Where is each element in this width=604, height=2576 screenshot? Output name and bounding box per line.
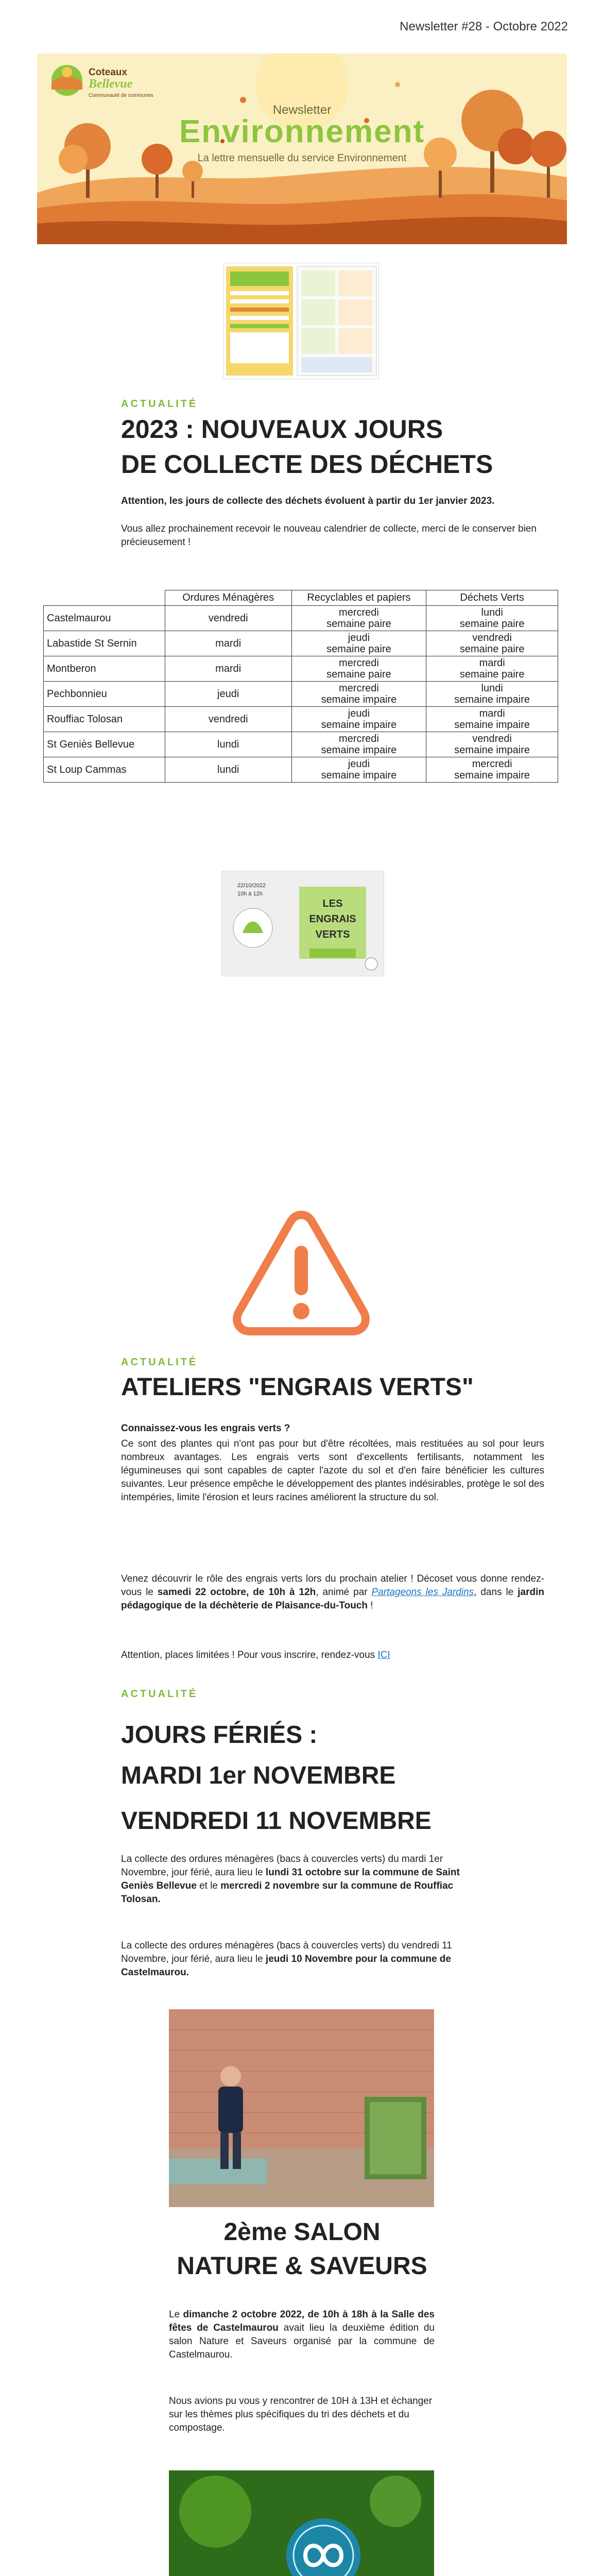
om-cell: mardi (165, 656, 291, 682)
poster-time: 10h à 12h (237, 891, 263, 897)
poster-date: 22/10/2022 (237, 883, 266, 889)
collecte-intro-text: Vous allez prochainement recevoir le nouveau calendrier de collecte, merci de le conserver bien précieusement ! (121, 523, 537, 548)
feries-p1-a: La collecte des ordures ménagères (bacs à couvercles verts) du mardi 1er Novembre, jour férié, aura lieu le (121, 1854, 443, 1878)
feries-title-1: JOURS FÉRIÉS : (121, 1721, 318, 1749)
engrais-p2-f: ! (367, 1600, 373, 1611)
logo-tagline: Communauté de communes (89, 93, 153, 98)
feries-p2-b: jeudi 10 Novembre pour la commune de Castelmaurou. (121, 1954, 451, 1978)
logo-line2: Bellevue (89, 77, 133, 91)
recyclables-day: jeudi (348, 632, 370, 643)
om-cell: vendredi (165, 606, 291, 631)
dechets-verts-day: lundi (481, 683, 503, 694)
om-cell: vendredi (165, 707, 291, 732)
recyclables-cell (291, 757, 426, 783)
partageons-les-jardins-link[interactable]: Partageons les Jardins (371, 1587, 474, 1598)
recyclables-cell (291, 606, 426, 631)
recyclables-week: semaine impaire (321, 694, 397, 705)
engrais-kicker: ACTUALITÉ (121, 1357, 198, 1368)
commune-cell: Rouffiac Tolosan (44, 707, 165, 732)
dechets-verts-cell (426, 631, 558, 656)
salon-p1-b: dimanche 2 octobre 2022, de 10h à 18h à la Salle des fêtes de Castelmaurou (169, 2309, 435, 2333)
collecte-title-1: 2023 : NOUVEAUX JOURS (121, 415, 443, 444)
dechets-verts-cell (426, 707, 558, 732)
engrais-p2-date: samedi 22 octobre, de 10h à 12h (157, 1587, 316, 1598)
poster-title-1: LES (322, 898, 343, 909)
engrais-p2-place: jardin pédagogique de la déchèterie de Plaisance-du-Touch (121, 1587, 544, 1611)
dechets-verts-week: semaine paire (459, 618, 525, 630)
agent-photo (169, 2470, 434, 2576)
commune-cell: St Geniès Bellevue (44, 732, 165, 757)
table-header-row (44, 590, 558, 606)
engrais-paragraph-3 (121, 1649, 544, 1662)
table-header: Déchets Verts (426, 590, 558, 606)
table-row (44, 656, 558, 682)
om-cell: lundi (165, 732, 291, 757)
recyclables-day: mercredi (339, 657, 379, 669)
engrais-p2-d: , dans le (474, 1587, 518, 1598)
feries-paragraph-1 (121, 1853, 481, 1906)
register-link[interactable]: ICI (377, 1650, 390, 1660)
banner-title: Environnement (179, 114, 425, 149)
dechets-verts-cell (426, 732, 558, 757)
engrais-paragraph-1: Ce sont des plantes qui n'ont pas pour but d'être récoltées, mais restituées au sol pour leurs nombreux avantages. Les engrais verts sont d'excellents fertilisants, notamment les légumineuses qui sont capables de capter l'azote du sol et d'en faire bénéficier les cultures suivantes. Leur présence empêche le développement des plantes indésirables, protège le sol des intempéries, limite l'érosion et leurs racines améliorent la structure du sol. (121, 1438, 544, 1503)
table-row (44, 631, 558, 656)
poster-title-2: ENGRAIS (309, 913, 356, 925)
collecte-kicker: ACTUALITÉ (121, 398, 198, 410)
engrais-p3-text: Attention, places limitées ! Pour vous inscrire, rendez-vous (121, 1650, 378, 1660)
commune-cell: Montberon (44, 656, 165, 682)
commune-cell: St Loup Cammas (44, 757, 165, 783)
recyclables-week: semaine paire (326, 618, 391, 630)
salon-paragraph-2: Nous avions pu vous y rencontrer de 10H à 13H et échanger sur les thèmes plus spécifiques du tri des déchets et du compostage. (169, 2396, 433, 2433)
recyclables-day: jeudi (348, 708, 370, 719)
engrais-question: Connaissez-vous les engrais verts ? (121, 1423, 290, 1434)
commune-cell: Labastide St Sernin (44, 631, 165, 656)
banner-eyebrow: Newsletter (272, 103, 332, 117)
newsletter-banner (37, 54, 567, 244)
salon-p1-a: Le (169, 2309, 183, 2320)
logo-line1: Coteaux (89, 67, 127, 78)
collecte-intro-bold: Attention, les jours de collecte des déchets évoluent à partir du 1er janvier 2023. (121, 496, 495, 506)
commune-cell: Castelmaurou (44, 606, 165, 631)
salon-p1-c: avait lieu la deuxième édition du salon Nature et Saveurs organisé par la commune de Castelmaurou. (169, 2323, 435, 2360)
recyclables-week: semaine impaire (321, 770, 397, 781)
dechets-verts-week: semaine impaire (454, 744, 530, 756)
salon-title-1: 2ème SALON (223, 2218, 381, 2246)
dechets-verts-day: lundi (481, 607, 503, 618)
recyclables-week: semaine paire (326, 643, 391, 655)
recyclables-week: semaine paire (326, 669, 391, 680)
recyclables-day: jeudi (348, 758, 370, 770)
om-cell: lundi (165, 757, 291, 783)
recyclables-cell (291, 707, 426, 732)
feries-p1-b: lundi 31 octobre sur la commune de Saint Geniès Bellevue (121, 1867, 460, 1891)
engrais-paragraph-2 (121, 1572, 544, 1613)
dechets-verts-day: mardi (479, 657, 505, 669)
collecte-title-2: DE COLLECTE DES DÉCHETS (121, 450, 493, 479)
table-row (44, 606, 558, 631)
recyclables-day: mercredi (339, 733, 379, 744)
commune-cell: Pechbonnieu (44, 682, 165, 707)
dechets-verts-week: semaine impaire (454, 719, 530, 731)
recyclables-cell (291, 732, 426, 757)
feries-title-3: VENDREDI 11 NOVEMBRE (121, 1807, 432, 1835)
engrais-verts-poster[interactable] (221, 871, 384, 976)
calendar-thumbnail[interactable] (223, 263, 379, 379)
dechets-verts-cell (426, 757, 558, 783)
dechets-verts-cell (426, 656, 558, 682)
om-cell: mardi (165, 631, 291, 656)
dechets-verts-day: vendredi (472, 733, 512, 744)
dechets-verts-day: mercredi (472, 758, 512, 770)
dechets-verts-cell (426, 682, 558, 707)
recyclables-week: semaine impaire (321, 719, 397, 731)
salon-title-2: NATURE & SAVEURS (177, 2252, 427, 2280)
feries-title-2: MARDI 1er NOVEMBRE (121, 1762, 396, 1789)
table-row (44, 757, 558, 783)
warning-icon (232, 1206, 371, 1340)
poster-title (304, 896, 361, 942)
collecte-schedule-table (43, 590, 558, 783)
table-row (44, 732, 558, 757)
engrais-p2-a: Venez découvrir le rôle des engrais verts lors du prochain atelier ! Décoset vous donne rendez-vous le (121, 1573, 544, 1598)
feries-p1-c: et le (196, 1880, 221, 1891)
recyclables-cell (291, 682, 426, 707)
recyclables-week: semaine impaire (321, 744, 397, 756)
salon-photo (169, 2009, 434, 2207)
banner-tagline: La lettre mensuelle du service Environnement (197, 152, 407, 164)
om-cell: jeudi (165, 682, 291, 707)
table-header: Ordures Ménagères (165, 590, 291, 606)
dechets-verts-week: semaine impaire (454, 694, 530, 705)
salon-paragraph-1 (169, 2308, 435, 2362)
issue-label: Newsletter #28 - Octobre 2022 (400, 20, 568, 33)
recyclables-day: mercredi (339, 607, 379, 618)
dechets-verts-day: mardi (479, 708, 505, 719)
dechets-verts-week: semaine paire (459, 669, 525, 680)
recyclables-cell (291, 656, 426, 682)
table-row (44, 707, 558, 732)
engrais-title: ATELIERS "ENGRAIS VERTS" (121, 1374, 474, 1401)
feries-kicker: ACTUALITÉ (121, 1688, 198, 1700)
dechets-verts-week: semaine impaire (454, 770, 530, 781)
feries-p1-d: mercredi 2 novembre sur la commune de Rouffiac Tolosan. (121, 1880, 454, 1905)
dechets-verts-day: vendredi (472, 632, 512, 643)
recyclables-cell (291, 631, 426, 656)
feries-p2-a: La collecte des ordures ménagères (bacs à couvercles verts) du vendredi 11 Novembre, jour férié, aura lieu le (121, 1940, 452, 1964)
table-header: Recyclables et papiers (291, 590, 426, 606)
poster-title-3: VERTS (315, 929, 350, 940)
engrais-p2-c: , animé par (316, 1587, 372, 1598)
table-header-commune (44, 590, 165, 606)
recyclables-day: mercredi (339, 683, 379, 694)
dechets-verts-cell (426, 606, 558, 631)
table-row (44, 682, 558, 707)
dechets-verts-week: semaine paire (459, 643, 525, 655)
feries-paragraph-2 (121, 1939, 481, 1979)
